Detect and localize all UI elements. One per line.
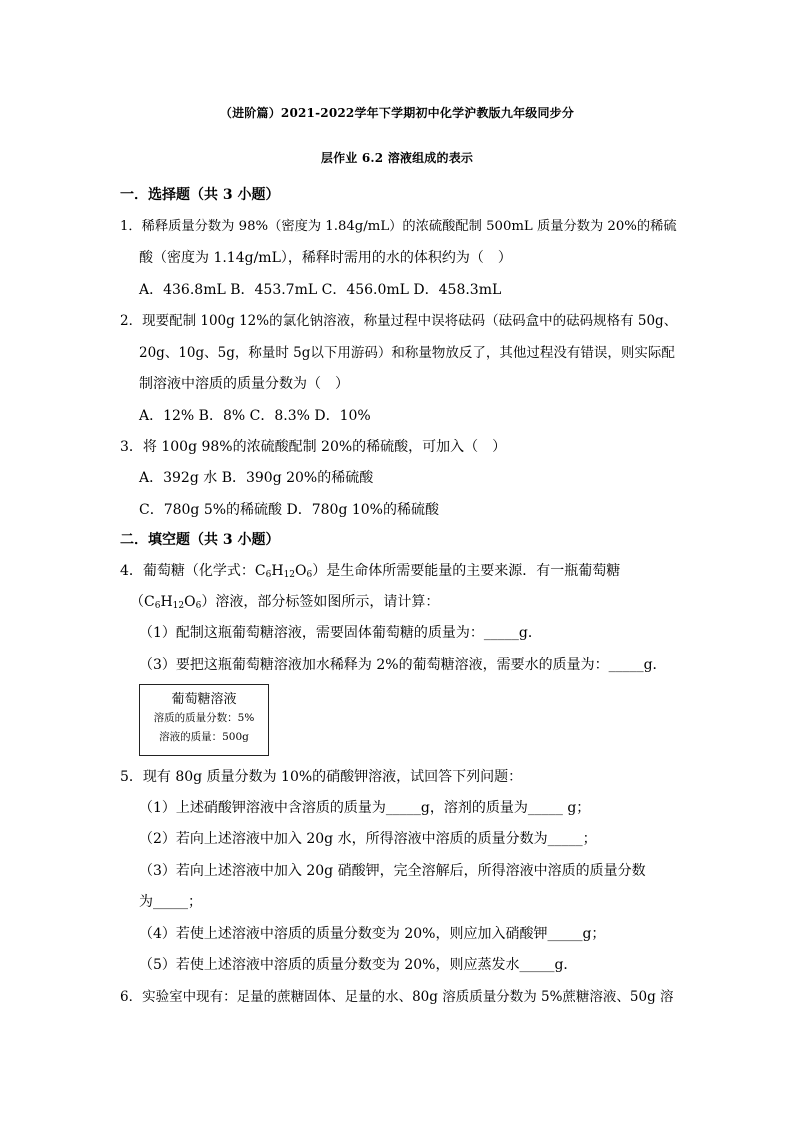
question-5-sub-4: （4）若使上述溶液中溶质的质量分数变为 20%，则应加入硝酸钾_____g；: [139, 926, 606, 942]
document-title-line-2: 层作业 6.2 溶液组成的表示: [320, 151, 474, 165]
question-5-sub-3-line-2: 为_____；: [139, 894, 202, 910]
question-2-options: A．12% B．8% C．8.3% D．10%: [139, 408, 371, 424]
question-5-line-1: 5．现有 80g 质量分数为 10%的硝酸钾溶液，试回答下列问题：: [120, 769, 523, 785]
question-5-sub-5: （5）若使上述溶液中溶质的质量分数变为 20%，则应蒸发水_____g．: [139, 957, 578, 973]
question-4-sub-1: （1）配制这瓶葡萄糖溶液，需要固体葡萄糖的质量为：_____g．: [139, 625, 542, 641]
question-2-line-3: 制溶液中溶质的质量分数为（ ）: [139, 376, 349, 392]
glucose-label-mass: 溶液的质量：500g: [159, 731, 249, 743]
glucose-label-fraction: 溶质的质量分数：5%: [153, 712, 255, 724]
question-2-line-2: 20g、10g、5g，称量时 5g以下用游码）和称量物放反了，其他过程没有错误，则实际配: [139, 345, 675, 361]
question-5-sub-2: （2）若向上述溶液中加入 20g 水，所得溶液中溶质的质量分数为_____；: [139, 831, 597, 847]
question-4-line-2: $(C_6H_{12}O_6)$溶液，部分标签如图所示，请计算：: [130, 594, 440, 611]
glucose-label-title: 葡萄糖溶液: [171, 692, 237, 707]
question-6-line-1: 6．实验室中现有：足量的蔗糖固体、足量的水、80g 溶质质量分数为 5%蔗糖溶液、50g 溶: [120, 989, 674, 1005]
question-5-sub-1: （1）上述硝酸钾溶液中含溶质的质量为_____g，溶剂的质量为_____ g；: [139, 800, 591, 816]
question-1-line-1: 1．稀释质量分数为 98%（密度为 1.84g/mL）的浓硫酸配制 500mL 质量分数为 20%的稀硫: [120, 219, 677, 234]
section-heading-choice: 一．选择题（共 3 小题）: [120, 187, 280, 203]
question-2-line-1: 2．现要配制 100g 12%的氯化钠溶液，称量过程中误将砝码（砝码盒中的砝码规格有 50g、: [120, 313, 678, 329]
document-title-line-1: （进阶篇）2021-2022学年下学期初中化学沪教版九年级同步分: [219, 106, 575, 120]
question-3-line-1: 3．将 100g 98%的浓硫酸配制 20%的稀硫酸，可加入（ ）: [120, 439, 507, 455]
question-5-sub-3-line-1: （3）若向上述溶液中加入 20g 硝酸钾，完全溶解后，所得溶液中溶质的质量分数: [139, 863, 646, 879]
question-3-options-1: A．392g 水 B．390g 20%的稀硫酸: [139, 470, 374, 486]
glucose-label-figure: [139, 684, 269, 756]
section-heading-fill-blank: 二．填空题（共 3 小题）: [120, 532, 280, 548]
question-1-line-2: 酸（密度为 1.14g/mL），稀释时需用的水的体积约为（ ）: [139, 250, 512, 266]
question-4-sub-3: （3）要把这瓶葡萄糖溶液加水稀释为 2%的葡萄糖溶液，需要水的质量为：_____g．: [139, 657, 667, 673]
question-1-options: A．436.8mL B．453.7mL C．456.0mL D．458.3mL: [139, 282, 502, 298]
question-4-line-1: 4．葡萄糖（化学式：$C_6H_{12}O_6$）是生命体所需要能量的主要来源．有一瓶葡萄糖: [120, 563, 621, 580]
question-3-options-2: C．780g 5%的稀硫酸 D．780g 10%的稀硫酸: [139, 502, 439, 518]
